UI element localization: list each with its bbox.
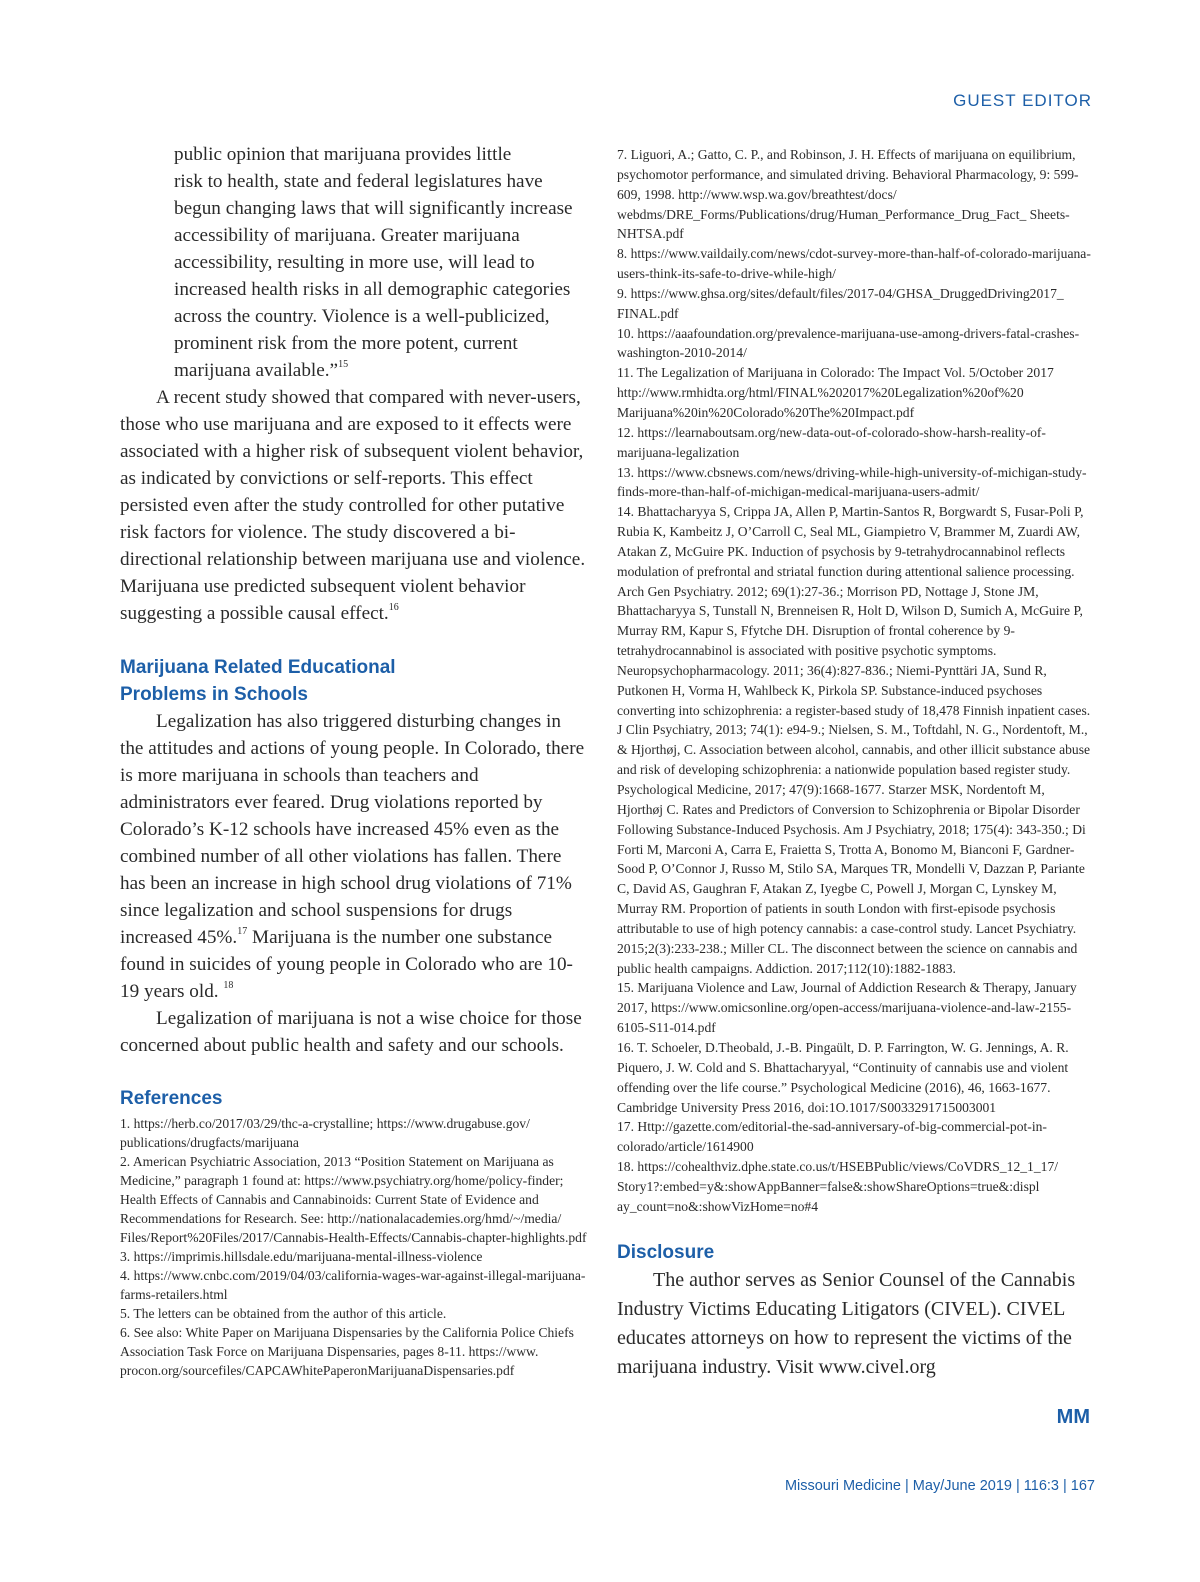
left-column [120, 141, 588, 1380]
end-mark: MM [1056, 1406, 1090, 1428]
quote-line: accessibility of marijuana. Greater marijuana [174, 225, 520, 246]
paragraph-text: Marijuana is the number one substance found in suicides of young people in Colorado who are 10-19 years old. [120, 927, 573, 1002]
reference-item: 2. American Psychiatric Association, 2013 “Position Statement on Marijuana as Medicine,” paragraph 1 found at: https://www.psychiatry.org/home/policy-finder; Health Effects of Cannabis and Cannabinoids: Current State of Evidence and Recommendations for Research. See: http://nationalacademies.org/hmd/~/media/ Files/Report%20Files/2017/Cannabis-Health-Effects/Cannabis-chapter-highlights.pdf [120, 1154, 587, 1245]
footnote-marker: 15 [338, 358, 349, 370]
reference-item: 6. See also: White Paper on Marijuana Dispensaries by the California Police Chiefs Association Task Force on Marijuana Dispensaries, pages 8-11. https://www. procon.org/sourcefiles/CAPCAWhitePaperonMarijuanaDispensaries.pdf [120, 1325, 574, 1378]
quote-line: public opinion that marijuana provides little [174, 144, 512, 165]
reference-item: 12. https://learnaboutsam.org/new-data-out-of-colorado-show-harsh-reality-of-marijuana-legalization [617, 424, 1046, 460]
reference-item: 14. Bhattacharyya S, Crippa JA, Allen P, Martin-Santos R, Borgwardt S, Fusar-Poli P, Rubia K, Kambeitz J, O’Carroll C, Seal ML, Giampietro V, Brammer M, Zuardi AW, Atakan Z, McGuire PK. Induction of psychosis by 9-tetrahydrocannabinol reflects modulation of prefrontal and striatal function during attentional salience processing. Arch Gen Psychiatry. 2012; 69(1):27-36.; Morrison PD, Nottage J, Stone JM, Bhattacharyya S, Tunstall N, Brenneisen R, Holt D, Wilson D, Sumich A, McGuire P, Murray RM, Kapur S, Ffytche DH. Disruption of frontal coherence by 9-tetrahydrocannabinol is associated with positive psychotic symptoms. Neuropsychopharmacology. 2011; 36(4):827-836.; Niemi-Pynttäri JA, Sund R, Putkonen H, Vorma H, Wahlbeck K, Pirkola SP. Substance-induced psychoses converting into schizophrenia: a register-based study of 18,478 Finnish inpatient cases. J Clin Psychiatry, 2013; 74(1): e94-9.; Nielsen, S. M., Toftdahl, N. G., Nordentoft, M., & Hjorthøj, C. Association between alcohol, cannabis, and other illicit substance abuse and risk of developing schizophrenia: a nationwide population based register study. Psychological Medicine, 2017; 47(9):1668-1677. Starzer MSK, Nordentoft M, Hjorthøj C. Rates and Predictors of Conversion to Schizophrenia or Bipolar Disorder Following Substance-Induced Psychosis. Am J Psychiatry, 2018; 175(4): 343-350.; Di Forti M, Marconi A, Carra E, Fraietta S, Trotta A, Bonomo M, Bianconi F, Gardner-Sood P, O’Connor J, Russo M, Stilo SA, Marques TR, Mondelli V, Dazzan P, Pariante C, David AS, Gaughran F, Atakan Z, Iyegbe C, Powell J, Morgan C, Lynskey M, Murray RM. Proportion of patients in south London with first-episode psychosis attributable to use of high potency cannabis: a case-control study. Lancet Psychiatry. 2015;2(3):233-238.; Miller CL. The disconnect between the science on cannabis and public health campaigns. Addiction. 2017;112(10):1882-1883. [617, 504, 1091, 976]
paragraph-text: A recent study showed that compared with never-users, those who use marijuana and are exposed to it effects were associated with a higher risk of subsequent violent behavior, as indicated by convictions or self-reports. This effect persisted even after the study controlled for other putative risk factors for violence. The study discovered a bi-directional relationship between marijuana use and violence. Marijuana use predicted subsequent violent behavior suggesting a possible causal effect. [120, 387, 586, 624]
reference-item: 10. https://aaafoundation.org/prevalence-marijuana-use-among-drivers-fatal-crashes-washington-2010-2014/ [617, 325, 1080, 361]
reference-item: 1. https://herb.co/2017/03/29/thc-a-crystalline; https://www.drugabuse.gov/ publications/drugfacts/marijuana [120, 1116, 530, 1150]
quote-line-last [174, 357, 588, 384]
reference-item: 3. https://imprimis.hillsdale.edu/marijuana-mental-illness-violence [120, 1249, 483, 1264]
reference-item: 13. https://www.cbsnews.com/news/driving-while-high-university-of-michigan-study-finds-more-than-half-of-michigan-medical-marijuana-users-admit/ [617, 464, 1087, 500]
quote-line: risk to health, state and federal legislatures have [174, 171, 543, 192]
references-heading: References [120, 1088, 223, 1109]
quote-line: begun changing laws that will significantly increase [174, 198, 573, 219]
footnote-marker: 17 [237, 925, 248, 937]
reference-item: 11. The Legalization of Marijuana in Colorado: The Impact Vol. 5/October 2017 http://www.rmhidta.org/html/FINAL%202017%20Legalization%20of%20 Marijuana%20in%20Colorado%20The%20Impact.pdf [617, 365, 1054, 420]
paragraph-conclusion: Legalization of marijuana is not a wise choice for those concerned about public health and safety and our schools. [120, 1008, 582, 1056]
reference-item: 7. Liguori, A.; Gatto, C. P., and Robinson, J. H. Effects of marijuana on equilibrium, psychomotor performance, and simulated driving. Behavioral Pharmacology, 9: 599-609, 1998. http://www.wsp.wa.gov/breathtest/docs/ webdms/DRE_Forms/Publications/drug/Human_Performance_Drug_Fact_ Sheets-NHTSA.pdf [617, 147, 1079, 242]
paragraph-text: Legalization has also triggered disturbing changes in the attitudes and actions of young people. In Colorado, there is more marijuana in schools than teachers and administrators ever feared. Drug violations reported by Colorado’s K-12 schools have increased 45% even as the combined number of all other violations has fallen. There has been an increase in high school drug violations of 71% since legalization and school suspensions for drugs increased 45%. [120, 711, 585, 948]
references-list-right [617, 145, 1092, 1217]
quote-line: prominent risk from the more potent, current [174, 333, 518, 354]
quote-line: across the country. Violence is a well-publicized, [174, 306, 550, 327]
reference-item: 9. https://www.ghsa.org/sites/default/files/2017-04/GHSA_DruggedDriving2017_ FINAL.pdf [617, 285, 1064, 321]
block-quote [120, 141, 588, 384]
running-head: GUEST EDITOR [953, 91, 1092, 110]
reference-item: 4. https://www.cnbc.com/2019/04/03/california-wages-war-against-illegal-marijuana-farms-retailers.html [120, 1268, 586, 1302]
page-footer: Missouri Medicine | May/June 2019 | 116:3 | 167 [784, 1478, 1095, 1494]
right-column [617, 145, 1092, 1382]
reference-item: 8. https://www.vaildaily.com/news/cdot-survey-more-than-half-of-colorado-marijuana-users-think-its-safe-to-drive-while-high/ [617, 246, 1091, 282]
quote-line: accessibility, resulting in more use, will lead to [174, 252, 535, 273]
reference-item: 15. Marijuana Violence and Law, Journal of Addiction Research & Therapy, January 2017, https://www.omicsonline.org/open-access/marijuana-violence-and-law-2155-6105-S11-014.pdf [617, 980, 1077, 1036]
reference-item: 18. https://cohealthviz.dphe.state.co.us/t/HSEBPublic/views/CoVDRS_12_1_17/ Story1?:embed=y&:showAppBanner=false&:showShareOptions=true&:displ ay_count=no&:showVizHome=no#4 [617, 1159, 1059, 1214]
quote-line: increased health risks in all demographic categories [174, 279, 571, 300]
reference-item: 16. T. Schoeler, D.Theobald, J.-B. Pingaült, D. P. Farrington, W. G. Jennings, A. R. Piquero, J. W. Cold and S. Bhattacharyyal, “Continuity of cannabis use and violent offending over the life course.” Psychological Medicine (2016), 46, 1663-1677. Cambridge University Press 2016, doi:1O.1017/S0033291715003001 [617, 1039, 1069, 1115]
reference-item: 5. The letters can be obtained from the author of this article. [120, 1306, 447, 1321]
footnote-marker: 16 [388, 601, 399, 613]
paragraph-schools [120, 708, 588, 1005]
reference-item: 17. Http://gazette.com/editorial-the-sad-anniversary-of-big-commercial-pot-in-colorado/article/1614900 [617, 1119, 1047, 1155]
footnote-marker: 18 [223, 979, 234, 991]
heading-line: Problems in Schools [120, 684, 308, 705]
heading-line: Marijuana Related Educational [120, 657, 396, 678]
disclosure-heading: Disclosure [617, 1241, 715, 1263]
disclosure-text: The author serves as Senior Counsel of the Cannabis Industry Victims Educating Litigators (CIVEL). CIVEL educates attorneys on how to represent the victims of the marijuana industry. Visit www.civel.org [617, 1268, 1076, 1378]
references-list-left [120, 1114, 588, 1380]
quote-line-text: marijuana available.” [174, 360, 339, 381]
paragraph-violence-study [120, 384, 588, 627]
section-heading-schools [120, 654, 588, 708]
